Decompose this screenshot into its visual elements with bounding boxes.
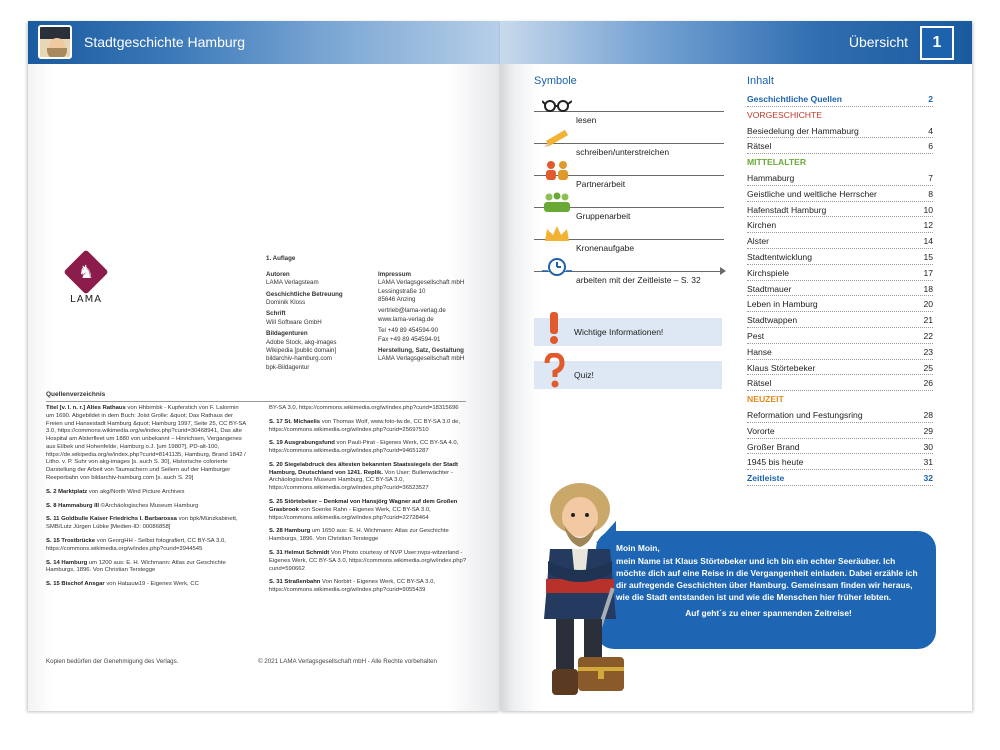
lama-logo xyxy=(66,256,106,308)
toc-title: Zeitleiste xyxy=(747,473,785,484)
imprint-heading: Schrift xyxy=(266,310,286,318)
source-text: Von Photo courtesy of NVP User:nvps-witzerland - Eigenes Werk, CC BY-SA 3.0, https://commons.wikimedia.org/w/index.php?curid=590662 xyxy=(269,549,467,572)
info-box xyxy=(534,318,722,346)
imprint-block xyxy=(378,327,490,344)
toc-title: Großer Brand xyxy=(747,441,800,452)
source-title: S. 17 St. Michaelis xyxy=(269,418,321,425)
imprint-column-2 xyxy=(378,271,490,367)
toc-title: Alster xyxy=(747,236,769,247)
edition: 1. Auflage xyxy=(266,255,296,262)
toc-entry xyxy=(747,296,933,312)
imprint-block xyxy=(266,330,378,372)
toc-page: 31 xyxy=(923,457,933,468)
speech-body: mein Name ist Klaus Störtebeker und ich bin ein echter Seeräuber. Ich möchte dich auf eine Reise in die Vergangenheit einladen. Dabei erzähle ich dir aufregende Geschichten über Hamburg. Gemeinsam finden wir heraus, wie die Stadt entstanden ist und wie die Menschen hier früher lebten. xyxy=(616,555,918,602)
toc-entry xyxy=(747,281,933,297)
toc-page: 20 xyxy=(923,299,933,310)
toc-page: 32 xyxy=(923,473,933,484)
imprint-line: Tel +49 89 454594-90 xyxy=(378,327,439,335)
toc-page: 10 xyxy=(923,204,933,215)
source-entry xyxy=(46,560,246,576)
llama-icon: ♞ xyxy=(78,262,95,283)
source-text: von Soenke Rahn - Eigenes Werk, CC BY-SA 3.0, https://commons.wikimedia.org/w/index.php?curid=22728464 xyxy=(269,506,431,521)
source-text: von GeorgHH - Selbst fotografiert, CC BY-SA 3.0, https://commons.wikimedia.org/w/index.php?curid=3944545 xyxy=(46,537,226,552)
toc-title: Geschichtliche Quellen xyxy=(747,94,843,104)
toc-page: 7 xyxy=(928,172,933,183)
toc-page: 30 xyxy=(923,441,933,452)
toc-title: Vororte xyxy=(747,425,775,436)
toc-title: Hanse xyxy=(747,346,772,357)
toc-title: 1945 bis heute xyxy=(747,457,804,468)
question-icon xyxy=(542,353,566,389)
toc-title: Reformation und Festungsring xyxy=(747,409,863,420)
source-entry xyxy=(269,419,469,435)
symbol-row xyxy=(534,191,724,221)
source-title: S. 31 Straßenbahn xyxy=(269,579,321,586)
source-entry xyxy=(269,405,469,413)
imprint-block xyxy=(378,271,490,304)
quellen-column-right xyxy=(269,405,469,601)
source-entry xyxy=(269,499,469,522)
toc-title: Klaus Störtebeker xyxy=(747,362,816,373)
imprint-line: LAMA Verlagsteam xyxy=(266,279,319,287)
toc-page: 18 xyxy=(923,283,933,294)
toc-entry xyxy=(747,423,933,439)
source-title: S. 15 Trostbrücke xyxy=(46,537,96,544)
timeline-icon xyxy=(542,255,572,277)
toc-title: Stadtentwicklung xyxy=(747,251,812,262)
source-entry xyxy=(269,528,469,544)
partner-icon xyxy=(542,159,572,181)
toc-page: 26 xyxy=(923,378,933,389)
symbol-row xyxy=(534,255,724,285)
source-title: S. 19 Ausgrabungsfund xyxy=(269,440,335,447)
toc-entry xyxy=(747,138,933,154)
footer-copy-note: Kopien bedürfen der Genehmigung des Verlags. xyxy=(46,658,179,665)
toc-entry xyxy=(747,123,933,139)
symbole-title: Symbole xyxy=(534,75,577,87)
imprint-line: vertrieb@lama-verlag.de xyxy=(378,307,446,315)
toc-entry xyxy=(747,170,933,186)
toc-entry xyxy=(747,328,933,344)
imprint-line: 85646 Anzing xyxy=(378,296,416,304)
imprint-line: Fax +49 89 454594-91 xyxy=(378,335,441,343)
source-text: Von User: Bullenwächter - Archäologisches Museum Hamburg, CC BY-SA 3.0, https://commons.wikimedia.org/w/index.php?curid=36523527 xyxy=(269,469,453,492)
source-entry xyxy=(269,550,469,573)
source-entry xyxy=(46,516,246,532)
source-text: von Hatшuм19 - Eigenes Werk, CC xyxy=(104,581,199,588)
left-page xyxy=(28,21,500,711)
imprint-line: LAMA Verlagsgesellschaft mbH xyxy=(378,279,465,287)
toc-page: 4 xyxy=(928,125,933,136)
page-number: 1 xyxy=(920,26,954,60)
toc-section-heading xyxy=(747,107,933,123)
toc-title: Rätsel xyxy=(747,378,772,389)
toc-page: 14 xyxy=(923,236,933,247)
toc-page: 28 xyxy=(923,409,933,420)
source-title: S. 31 Helmut Schmidt xyxy=(269,549,330,556)
symbol-label: schreiben/unterstreichen xyxy=(576,147,670,157)
toc-entry xyxy=(747,312,933,328)
source-entry xyxy=(269,462,469,493)
toc-title: Rätsel xyxy=(747,141,772,152)
arrow-icon xyxy=(720,267,726,275)
toc-title: Kirchspiele xyxy=(747,267,790,278)
imprint-block xyxy=(378,307,490,324)
toc-entry xyxy=(747,202,933,218)
toc-title: Stadtwappen xyxy=(747,315,798,326)
imprint-block xyxy=(266,271,378,288)
glasses-icon xyxy=(542,95,572,117)
symbol-label: Gruppenarbeit xyxy=(576,211,631,221)
toc-title: Kirchen xyxy=(747,220,777,231)
info-box-label: Quiz! xyxy=(574,370,594,380)
toc-section-heading xyxy=(747,391,933,407)
group-icon xyxy=(542,191,572,213)
source-title: S. 25 Störtebeker – Denkmal von Hansjörg Wagner auf dem Großen Grasbrook xyxy=(269,499,458,513)
toc-title: MITTELALTER xyxy=(747,157,807,168)
speech-closing: Auf geht´s zu einer spannenden Zeitreise! xyxy=(685,607,852,618)
imprint-line: Dominik Kloss xyxy=(266,299,306,307)
source-text: Von Norbirt - Eigenes Werk, CC BY-SA 3.0, https://commons.wikimedia.org/w/index.php?curid=9055439 xyxy=(269,579,435,594)
imprint-line: LAMA Verlagsgesellschaft mbH xyxy=(378,355,465,363)
info-box xyxy=(534,361,722,389)
toc-entry xyxy=(747,360,933,376)
toc-entry xyxy=(747,249,933,265)
source-entry xyxy=(269,440,469,456)
toc-section-heading xyxy=(747,154,933,170)
toc-page: 29 xyxy=(923,425,933,436)
toc-page: 12 xyxy=(923,220,933,231)
source-entry xyxy=(46,538,246,554)
toc-title: Geistliche und weltliche Herrscher xyxy=(747,188,877,199)
source-title: S. 11 Goldbulle Kaiser Friedrichs I. Barbarossa xyxy=(46,516,177,523)
toc-entry xyxy=(747,375,933,391)
imprint xyxy=(266,255,496,371)
source-text: um 1650 aus: E. H. Wichmann: Atlas zur Geschichte Hamburgs, 1896. Von Christian Terstegge xyxy=(269,528,449,543)
source-entry xyxy=(46,581,246,589)
toc-entry xyxy=(747,91,933,107)
imprint-heading: Bildagenturen xyxy=(266,330,308,338)
toc-entry xyxy=(747,217,933,233)
symbol-label: Partnerarbeit xyxy=(576,179,626,189)
toc-page: 22 xyxy=(923,330,933,341)
source-title: S. 8 Hammaburg III xyxy=(46,502,100,509)
speech-greeting: Moin Moin, xyxy=(616,543,660,553)
source-text: ©Archäologisches Museum Hamburg xyxy=(99,502,199,509)
toc-entry xyxy=(747,439,933,455)
toc-page: 6 xyxy=(928,141,933,152)
imprint-block xyxy=(266,291,378,308)
toc-title: NEUZEIT xyxy=(747,394,784,405)
toc-title: Leben in Hamburg xyxy=(747,299,818,310)
source-text: von Hhbrmbk - Kupferstich von F. Lalormin um 1690. Abgebildet in dem Buch: Joist Grolle: &quot; Das Rathaus der Freien und Hansestadt Hamburg &quot; Hamburg 1997, Seite 25, CC BY-SA 3.0, https://commons.wikimedia.org/w/index.php?curid=30468941, Das alte Hospital am Alsterfleet um 1880 von unbekannt – Hinrichsen, Vergangenes aus Eilbek und Hohenfelde, Hamburg o.J. [um 1980?], PD-alt-100, https://de.wikipedia.org/w/index.php?curid=8141135, Hamburg, Brand 1842 / Litho. v. P. Suhr von akg-images [s. auch S. 30], Historische colorierte Darstellung der Arbeit von Taumachern und Seilern auf der Hamburger Reeperbahn von bildarchiv-hamburg.com [s. auch S. 29] xyxy=(46,405,246,482)
table-of-contents xyxy=(747,91,933,486)
toc-entry xyxy=(747,186,933,202)
toc-title: Stadtmauer xyxy=(747,283,792,294)
source-title: S. 2 Marktplatz xyxy=(46,488,88,495)
pirate-illustration xyxy=(520,469,640,709)
imprint-block xyxy=(378,347,490,364)
symbol-row xyxy=(534,127,724,157)
imprint-line: bildarchiv-hamburg.com xyxy=(266,355,333,363)
toc-entry xyxy=(747,265,933,281)
toc-page: 17 xyxy=(923,267,933,278)
symbol-label: Kronenaufgabe xyxy=(576,243,635,253)
toc-entry xyxy=(747,233,933,249)
inhalt-title: Inhalt xyxy=(747,75,774,87)
crown-icon xyxy=(542,223,572,245)
toc-entry xyxy=(747,470,933,486)
source-title: S. 14 Hamburg xyxy=(46,559,88,566)
symbol-label: lesen xyxy=(576,115,597,125)
imprint-line: bpk-Bildagentur xyxy=(266,363,310,371)
pencil-icon xyxy=(542,127,572,149)
toc-title: Pest xyxy=(747,330,765,341)
source-entry xyxy=(46,489,246,497)
left-header xyxy=(28,21,500,64)
left-header-title: Stadtgeschichte Hamburg xyxy=(84,34,246,50)
imprint-column-1 xyxy=(266,271,378,375)
toc-title: VORGESCHICHTE xyxy=(747,109,822,120)
imprint-line: Will Software GmbH xyxy=(266,318,322,326)
source-text: BY-SA 3.0, https://commons.wikimedia.org/w/index.php?curid=18315696 xyxy=(269,405,459,411)
info-box-label: Wichtige Informationen! xyxy=(574,327,664,337)
source-entry xyxy=(46,405,246,483)
source-entry xyxy=(46,503,246,511)
right-header xyxy=(500,21,972,64)
imprint-heading: Herstellung, Satz, Gestaltung xyxy=(378,346,464,354)
quellen-column-left xyxy=(46,405,246,595)
speech-bubble xyxy=(596,531,936,649)
imprint-line: Adobe Stock, akg-images xyxy=(266,338,337,346)
imprint-block xyxy=(266,310,378,327)
imprint-line: Lessingstraße 10 xyxy=(378,287,426,295)
toc-page: 15 xyxy=(923,251,933,262)
imprint-line: www.lama-verlag.de xyxy=(378,315,434,323)
source-title: S. 15 Bischof Ansgar xyxy=(46,581,105,588)
footer-copyright: © 2021 LAMA Verlagsgesellschaft mbH - Alle Rechte vorbehalten xyxy=(258,658,437,665)
source-text: von Thomas Wolf, www.foto-tw.de, CC BY-SA 3.0 de, https://commons.wikimedia.org/w/index.php?curid=25697510 xyxy=(269,418,461,433)
logo-text: LAMA xyxy=(69,294,103,305)
source-title: S. 28 Hamburg xyxy=(269,528,311,535)
source-text: von bpk/Münzkabinett, SMB/Lutz Jürgen Lübke [Medien-ID: 00086858] xyxy=(46,516,238,531)
toc-entry xyxy=(747,454,933,470)
right-page xyxy=(500,21,972,711)
imprint-heading: Autoren xyxy=(266,271,290,278)
source-title: S. 20 Siegelabdruck des ältesten bekannten Staatssiegels der Stadt Hamburg, Deutschland von 1241. Replik. xyxy=(269,461,458,476)
symbol-row xyxy=(534,95,724,125)
toc-title: Hafenstadt Hamburg xyxy=(747,204,827,215)
toc-page: 21 xyxy=(923,315,933,326)
quellen-title: Quellenverzeichnis xyxy=(46,391,106,398)
source-text: von akg/North Wind Picture Archives xyxy=(87,488,185,495)
exclamation-icon xyxy=(542,310,566,346)
imprint-line: Wikipedia [public domain] xyxy=(266,346,337,354)
toc-page: 23 xyxy=(923,346,933,357)
toc-page: 8 xyxy=(928,188,933,199)
right-header-title: Übersicht xyxy=(848,34,908,50)
source-title: Titel [v. l. n. r.] Altes Rathaus xyxy=(46,405,126,411)
pirate-avatar-icon xyxy=(38,25,72,59)
toc-entry xyxy=(747,407,933,423)
toc-page: 25 xyxy=(923,362,933,373)
toc-title: Besiedelung der Hammaburg xyxy=(747,125,859,136)
imprint-heading: Geschichtliche Betreuung xyxy=(266,290,343,298)
source-text: von Pauli-Pirat - Eigenes Werk, CC BY-SA 4.0, https://commons.wikimedia.org/w/index.php?curid=94651287 xyxy=(269,440,459,455)
symbol-row xyxy=(534,159,724,189)
symbol-label: arbeiten mit der Zeitleiste – S. 32 xyxy=(576,275,701,285)
source-entry xyxy=(269,579,469,595)
toc-page: 2 xyxy=(928,94,933,104)
imprint-heading: Impressum xyxy=(378,271,412,278)
symbol-row xyxy=(534,223,724,253)
toc-entry xyxy=(747,344,933,360)
toc-title: Hammaburg xyxy=(747,172,795,183)
source-text: um 1200 aus: E. H. Wichmann: Atlas zur Geschichte Hamburgs, 1896. Von Christian Terstegge xyxy=(46,559,226,574)
divider xyxy=(46,401,466,402)
